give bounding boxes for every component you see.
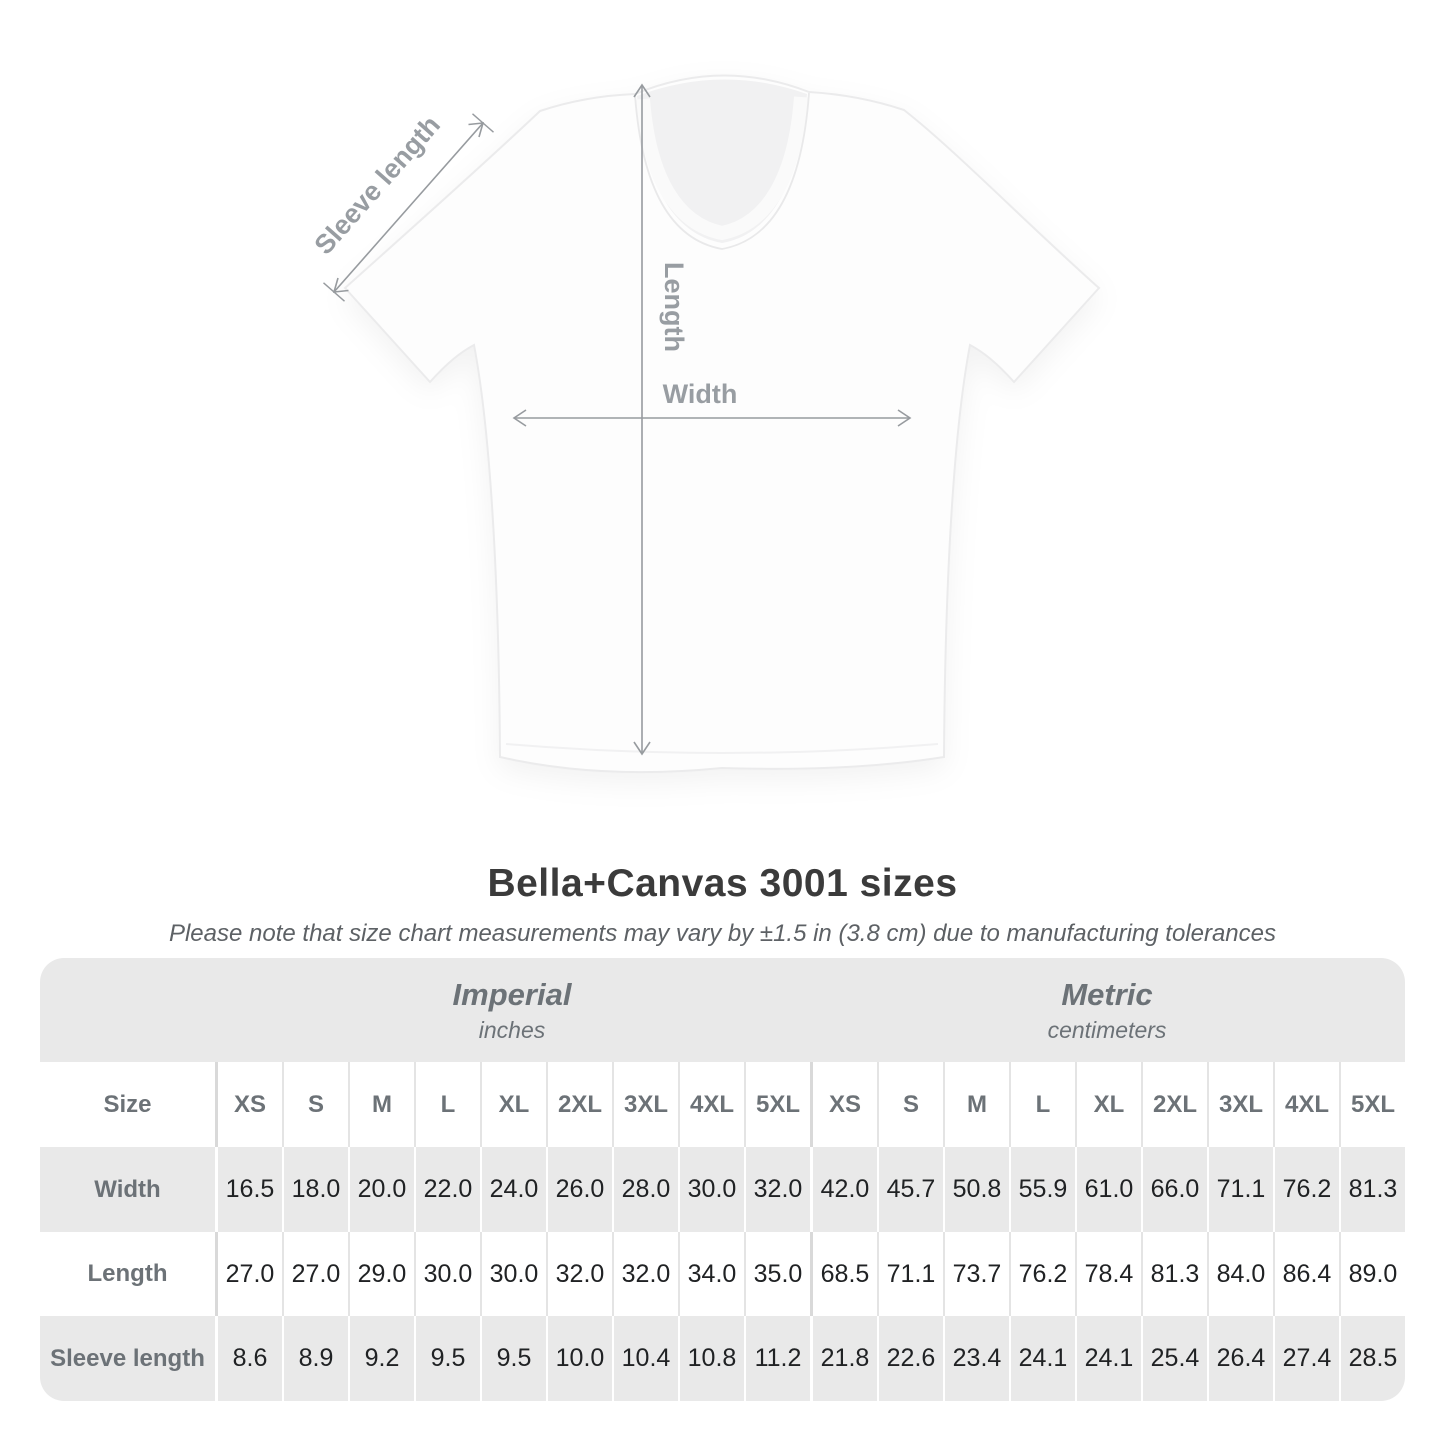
metric-title: Metric: [1061, 976, 1153, 1012]
length-imperial-xs: 27.0: [215, 1232, 282, 1316]
width-metric-3xl: 71.1: [1207, 1147, 1273, 1232]
metric-size-header-m: M: [943, 1062, 1009, 1147]
imperial-size-header-4xl: 4XL: [678, 1062, 744, 1147]
length-metric-m: 73.7: [943, 1232, 1009, 1316]
width-metric-xs: 42.0: [810, 1147, 877, 1232]
measurement-row-width: [40, 1147, 1405, 1232]
measurement-row-length: [40, 1232, 1405, 1316]
length-imperial-s: 27.0: [282, 1232, 348, 1316]
length-metric-2xl: 81.3: [1141, 1232, 1207, 1316]
width-metric-xl: 61.0: [1075, 1147, 1141, 1232]
sleeve-length-metric-s: 22.6: [877, 1316, 943, 1401]
length-imperial-m: 29.0: [348, 1232, 414, 1316]
length-label: Length: [659, 262, 689, 352]
metric-size-header-s: S: [877, 1062, 943, 1147]
width-label: Width: [662, 379, 738, 409]
sleeve-length-metric-3xl: 26.4: [1207, 1316, 1273, 1401]
tolerance-note: Please note that size chart measurements may vary by ±1.5 in (3.8 cm) due to manufacturing tolerances: [168, 920, 1277, 947]
sleeve-length-metric-4xl: 27.4: [1273, 1316, 1339, 1401]
sleeve-length-metric-2xl: 25.4: [1141, 1316, 1207, 1401]
width-imperial-xs: 16.5: [215, 1147, 282, 1232]
unit-header-band: [40, 958, 1405, 1062]
metric-size-header-xs: XS: [810, 1062, 877, 1147]
length-metric-s: 71.1: [877, 1232, 943, 1316]
sleeve-length-imperial-xl: 9.5: [480, 1316, 546, 1401]
row-label-sleeve-length: Sleeve length: [50, 1344, 205, 1372]
imperial-unit: inches: [478, 1016, 546, 1043]
size-header-row: [40, 1062, 1405, 1147]
metric-unit: centimeters: [1047, 1016, 1167, 1043]
length-imperial-xl: 30.0: [480, 1232, 546, 1316]
size-table: [40, 958, 1405, 1401]
sleeve-length-metric-xs: 21.8: [810, 1316, 877, 1401]
sleeve-length-label: Sleeve length: [308, 109, 447, 261]
length-imperial-l: 30.0: [414, 1232, 480, 1316]
imperial-size-header-xs: XS: [215, 1062, 282, 1147]
length-metric-5xl: 89.0: [1339, 1232, 1405, 1316]
length-imperial-4xl: 34.0: [678, 1232, 744, 1316]
metric-size-header-l: L: [1009, 1062, 1075, 1147]
length-imperial-5xl: 35.0: [744, 1232, 810, 1316]
imperial-section-header: [215, 958, 809, 1062]
length-imperial-3xl: 32.0: [612, 1232, 678, 1316]
width-metric-5xl: 81.3: [1339, 1147, 1405, 1232]
imperial-size-header-5xl: 5XL: [744, 1062, 810, 1147]
sleeve-length-imperial-s: 8.9: [282, 1316, 348, 1401]
imperial-size-header-xl: XL: [480, 1062, 546, 1147]
length-metric-l: 76.2: [1009, 1232, 1075, 1316]
imperial-size-header-s: S: [282, 1062, 348, 1147]
length-metric-4xl: 86.4: [1273, 1232, 1339, 1316]
length-metric-xl: 78.4: [1075, 1232, 1141, 1316]
sleeve-length-metric-l: 24.1: [1009, 1316, 1075, 1401]
metric-size-header-5xl: 5XL: [1339, 1062, 1405, 1147]
size-column-label: Size: [103, 1090, 152, 1118]
width-metric-m: 50.8: [943, 1147, 1009, 1232]
width-imperial-xl: 24.0: [480, 1147, 546, 1232]
sleeve-length-metric-xl: 24.1: [1075, 1316, 1141, 1401]
width-imperial-4xl: 30.0: [678, 1147, 744, 1232]
page-title: Bella+Canvas 3001 sizes: [487, 862, 958, 905]
unit-header-spacer: [40, 958, 215, 1062]
metric-section-header: [809, 958, 1405, 1062]
metric-size-header-3xl: 3XL: [1207, 1062, 1273, 1147]
metric-size-header-xl: XL: [1075, 1062, 1141, 1147]
sleeve-length-imperial-m: 9.2: [348, 1316, 414, 1401]
imperial-size-header-2xl: 2XL: [546, 1062, 612, 1147]
sleeve-length-imperial-4xl: 10.8: [678, 1316, 744, 1401]
width-imperial-2xl: 26.0: [546, 1147, 612, 1232]
tshirt-image: [345, 75, 1099, 772]
row-label-length: Length: [87, 1260, 168, 1287]
imperial-size-header-m: M: [348, 1062, 414, 1147]
metric-size-header-2xl: 2XL: [1141, 1062, 1207, 1147]
sleeve-length-metric-5xl: 28.5: [1339, 1316, 1405, 1401]
sleeve-length-imperial-l: 9.5: [414, 1316, 480, 1401]
imperial-size-header-l: L: [414, 1062, 480, 1147]
imperial-title: Imperial: [452, 976, 572, 1012]
width-imperial-m: 20.0: [348, 1147, 414, 1232]
width-imperial-3xl: 28.0: [612, 1147, 678, 1232]
length-imperial-2xl: 32.0: [546, 1232, 612, 1316]
metric-size-header-4xl: 4XL: [1273, 1062, 1339, 1147]
width-imperial-s: 18.0: [282, 1147, 348, 1232]
sleeve-length-imperial-2xl: 10.0: [546, 1316, 612, 1401]
width-metric-l: 55.9: [1009, 1147, 1075, 1232]
row-label-width: Width: [94, 1175, 161, 1203]
width-metric-s: 45.7: [877, 1147, 943, 1232]
width-imperial-5xl: 32.0: [744, 1147, 810, 1232]
sleeve-length-imperial-5xl: 11.2: [744, 1316, 810, 1401]
width-metric-2xl: 66.0: [1141, 1147, 1207, 1232]
sleeve-length-imperial-3xl: 10.4: [612, 1316, 678, 1401]
size-table-rows: [40, 1062, 1405, 1401]
imperial-size-header-3xl: 3XL: [612, 1062, 678, 1147]
measurement-row-sleeve-length: [40, 1316, 1405, 1401]
length-metric-3xl: 84.0: [1207, 1232, 1273, 1316]
sleeve-length-imperial-xs: 8.6: [215, 1316, 282, 1401]
width-metric-4xl: 76.2: [1273, 1147, 1339, 1232]
width-imperial-l: 22.0: [414, 1147, 480, 1232]
length-metric-xs: 68.5: [810, 1232, 877, 1316]
sleeve-length-metric-m: 23.4: [943, 1316, 1009, 1401]
